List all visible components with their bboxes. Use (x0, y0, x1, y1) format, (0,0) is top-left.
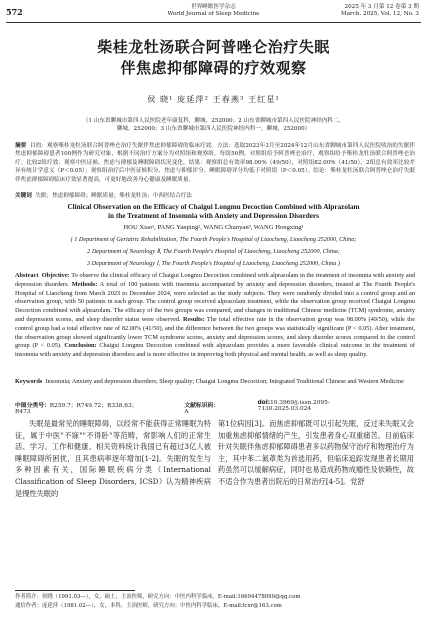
methods-label: Methods: (71, 280, 98, 288)
keywords-cn (15, 192, 415, 200)
affiliation-en-line-1: ( 1 Department of Geriatric Rehabilitation, The Fourth People's Hospital of Liaocheng, Liaocheng 252000, China; (70, 236, 357, 243)
authors-en: HOU Xiao¹, PANG Yanping², WANG Chunyan³, WANG Hongxing¹ (123, 224, 304, 231)
issue-info (341, 4, 419, 18)
page-number: 572 (6, 7, 23, 17)
doi-value: 10.3969/j.issn.2095-7130.2025.03.024 (257, 400, 330, 412)
classification-line (15, 400, 415, 415)
body-left-column: 失眠是最常见的睡眠障碍，以经常不能获得正常睡眠为特征，属于中医"不寐""不得卧"等范畴，常影响人们的正常生活、学习、工作和健康。相关资料统计我国已有超过3亿人被睡眠障碍所困扰，且其患病率逐年增加[1-2]。失眠的发生与多种因素有关，国际睡眠疾病分类（International Classification of Sleep Disorders, ICSD）认为精神疾病是慢性失眠的 (15, 419, 211, 498)
results-text: The total effective rate in the observation group was 98.00% (49/50), while the control group had a total effective rate of 82.00% (41/50), and the difference between the two groups was statistically significant (P < 0.05). After treatment, the observation group showed significantly lower TCM syndrome scores, anxiety and depression scores, and sleep disorder scores compared to the control group (P < 0.05). (15, 315, 415, 350)
conclusion-label: Conclusion: (64, 342, 97, 350)
keywords-en (15, 378, 415, 387)
methods-text: A total of 100 patients with insomnia accompanied by anxiety and depression disorders, treated at The Fourth People's Hospital of Liaocheng from March 2023 to December 2024, were selected as the study subjects. They were randomly divided into a control group and an observation group, with 50 patients in each group. The control group received alprazolam treatment, while the observation group received Chaigui Longmu Decoction combined with alprazolam. The efficacy of the two groups was compared, and changes in traditional Chinese medicine (TCM) syndrome, anxiety and depression scores, and sleep disorder status were observed. (15, 280, 416, 323)
keywords-cn-label: 关键词 (15, 193, 32, 199)
keywords-cn-text: 失眠；焦虑抑郁障碍；睡眠质量；柴桂龙牡汤；中西医结合疗法 (35, 193, 192, 199)
doi (258, 400, 397, 415)
issue-info-en: March. 2025, Vol. 12, No. 3 (340, 11, 419, 17)
abstract-cn-text: 目的：观察柴桂龙牡汤联合阿普唑仑治疗失眠伴焦虑抑郁障碍的临床疗效。方法：选取2023年3月至2024年12月山东省聊城市第四人民医院收治的失眠伴焦虑抑郁障碍患者100例作为研究对象，根据不同治疗方案分为对照组和观察组，每组50例。对照组给予阿普唑仑治疗，观察组给予柴桂龙牡汤联合阿普唑仑治疗。比较2组疗效，观察中医证候、焦虑与抑郁及睡眠障碍状况变化。结果：观察组总有效率98.00%（49/50），对照组82.00%（41/50），2组总有效率比较差异有统计学意义（P＜0.05）；观察组治疗后中医证候积分、焦虑与抑郁评分、睡眠障碍评分均低于对照组（P＜0.05）。结论：柴桂龙牡汤联合阿普唑仑治疗失眠伴焦虑抑郁障碍临床疗效显著提高，可更好地改善身心健康及睡眠质量。 (15, 143, 415, 183)
title-line-1: 柴桂龙牡汤联合阿普唑仑治疗失眠 (97, 38, 330, 56)
body-right-column: 第1位病因[3]。而焦虑抑郁既可以引起失眠，反过来失眠又会加重焦虑抑郁情绪的产生，引发患者身心双重痛苦。目前临床针对失眠伴焦虑抑郁障碍患者多以药物保守治疗和物理治疗为主，其中苯二氮䓬类为首选用药，但临床追踪发现患者长期用药虽然可以缓解病症，同时也易造成药物成瘾性及依赖性，故不适合作为患者出院后的日常治疗[4-5]。党舒 (218, 419, 414, 486)
doc-value: A (184, 409, 189, 415)
clc-code (15, 400, 166, 415)
footnote-corresponding: 通信作者：庞延萍（1981.02—），女，本科，主治医师，研究方向：中医内科学临床，E-mail:lcxr@163.com (15, 603, 282, 609)
footnote-rule (15, 590, 135, 591)
abstract-cn-label: 摘要 (15, 143, 27, 149)
footnote-author: 作者简介：侯晓（1991.03—），女，硕士，主治医师，研究方向：中医内科学临床，E-mail:16694478090@qq.com (15, 594, 301, 600)
affiliation-en-line-2: 2 Department of Neurology Ⅱ, The Fourth People's Hospital of Liaocheng, Liaocheng 252000, China; (87, 248, 340, 255)
authors-cn: 侯 晓¹ 庞延萍² 王春燕³ 王红星¹ (147, 94, 280, 104)
results-label: Results: (182, 315, 205, 323)
abstract-cn (15, 142, 415, 184)
doc-label: 文献标识码： (184, 403, 220, 409)
document-code (184, 400, 239, 415)
abstract-en (15, 272, 415, 360)
keywords-en-label: Keywords (15, 378, 43, 385)
issue-info-cn: 2025 年 3 月第 12 卷第 3 期 (344, 4, 419, 10)
abstract-en-label: Abstract (15, 272, 39, 279)
keywords-en-text: Insomnia; Anxiety and depression disorders; Sleep quality; Chaigui Longmu Decoction; Integrated Traditional Chinese and Western Medicine (45, 378, 404, 385)
objective-text: To observe the clinical efficacy of Chaigui Longmu Decoction combined with alprazolam in the treatment of insomnia with anxiety and depression disorders. (15, 272, 415, 288)
header-rule (6, 22, 421, 23)
conclusion-text: Chaigui Longmu Decoction combined with alprazolam provides a more favorable clinical outcome in the treatment of insomnia with anxiety and depression disorders and is more effective in improving both physical and mental health, as well as sleep quality. (15, 342, 415, 359)
affiliation-cn-line-1: （1 山东省聊城市第四人民医院老年康复科，聊城，252000；2 山东省聊城市第四人民医院神经内科二， (82, 118, 345, 124)
title-en-line-2: in the Treatment of Insomnia with Anxiety and Depression Disorders (108, 212, 319, 220)
clc-label: 中图分类号： (15, 403, 50, 409)
affiliation-en-line-3: 3 Department of Neurology Ⅰ, The Fourth People's Hospital of Liaocheng, Liaocheng 252000, China ) (87, 260, 340, 267)
objective-label: Objective: (41, 272, 70, 279)
journal-name-cn: 世界睡眠医学杂志 (191, 4, 236, 10)
affiliation-cn-line-2: 聊城，252000；3 山东省聊城市第四人民医院神经内科一，聊城，252000） (116, 126, 311, 132)
running-header (0, 4, 427, 24)
clc-value: R259.7；R749.72；R338.63；R473 (15, 403, 138, 415)
doi-label: doi: (257, 400, 271, 406)
title-line-2: 伴焦虑抑郁障碍的疗效观察 (120, 59, 307, 77)
title-en-line-1: Clinical Observation on the Efficacy of Chaigui Longmu Decoction Combined with Alprazolam (67, 203, 360, 211)
journal-name-en: World Journal of Sleep Medicine (167, 11, 260, 17)
